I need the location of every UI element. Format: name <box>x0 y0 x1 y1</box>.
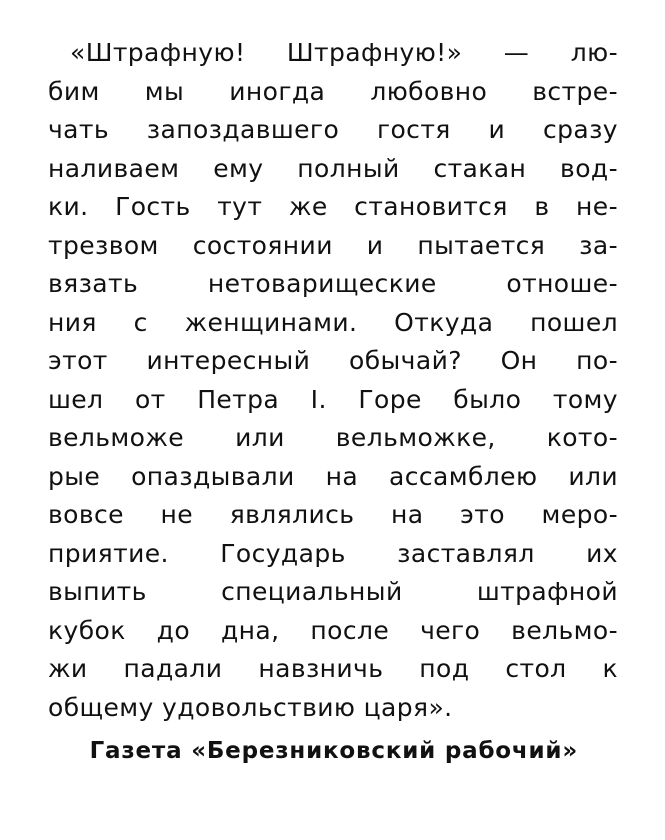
article-line: приятие. Государь заставлял их <box>48 538 618 568</box>
article-line: выпить специальный штрафной <box>48 577 618 606</box>
article-line: вязать нетоварищеские отноше- <box>48 269 618 298</box>
article-line: чать запоздавшего гостя и сразу <box>48 115 618 144</box>
article-line: бим мы иногда любовно встре- <box>48 76 618 106</box>
article-line: рые опаздывали на ассамблею или <box>48 461 618 491</box>
article-line: наливаем ему полный стакан вод- <box>48 153 618 183</box>
article-line: жи падали навзничь под стол к <box>48 654 618 683</box>
article-line: кубок до дна, после чего вельмо- <box>48 615 618 645</box>
article-line: вельможе или вельможке, кото- <box>48 423 618 452</box>
document-page <box>48 34 618 727</box>
article-line: «Штрафную! Штрафную!» — лю- <box>70 38 618 67</box>
article-line: этот интересный обычай? Он по- <box>48 346 618 375</box>
source-attribution: Газета «Березниковский рабочий» <box>89 738 578 764</box>
article-line: шел от Петра I. Горе было тому <box>48 384 618 414</box>
article-line: ния с женщинами. Откуда пошел <box>48 307 618 337</box>
article-text <box>48 34 618 727</box>
article-line: ки. Гость тут же становится в не- <box>48 192 618 221</box>
article-line: общему удовольствию царя». <box>48 692 453 722</box>
article-line: вовсе не являлись на это меро- <box>48 500 618 529</box>
article-line: трезвом состоянии и пытается за- <box>48 230 618 260</box>
